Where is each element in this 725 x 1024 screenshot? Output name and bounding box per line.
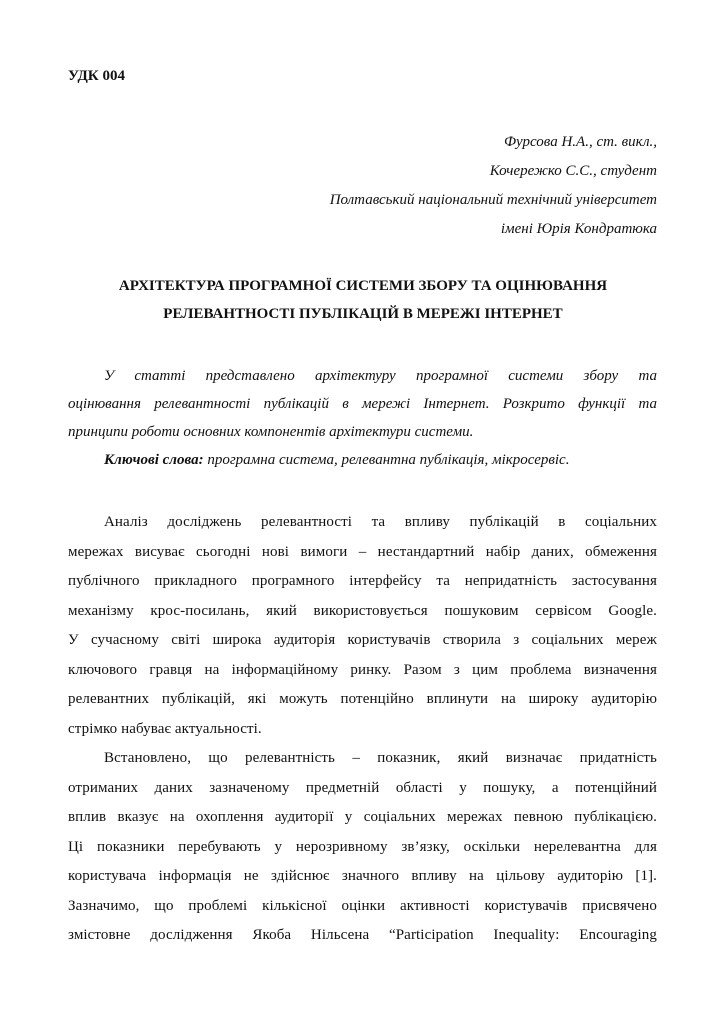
text-line: змістовне дослідження Якоба Нільсена “Participation Inequality: Encouraging: [68, 927, 657, 943]
text-line: стрімко набуває актуальності.: [68, 720, 262, 737]
text-line: механізму крос-посилань, який використовується пошуковим сервісом Google.: [68, 602, 657, 619]
title-line-1: АРХІТЕКТУРА ПРОГРАМНОЇ СИСТЕМИ ЗБОРУ ТА ОЦІНЮВАННЯ: [118, 278, 608, 294]
text-line: У сучасному світі широка аудиторія користувачів створила з соціальних мереж: [68, 632, 657, 648]
affiliation-line-1: Полтавський національний технічний університет: [329, 192, 657, 208]
abstract-line: У статті представлено архітектуру програмної системи збору та: [104, 368, 657, 384]
text-line: публічного прикладного програмного інтерфейсу та непридатність застосування: [68, 573, 657, 589]
affiliation-line-2: імені Юрія Кондратюка: [500, 221, 657, 237]
text-line: користувача інформація не здійснює значного впливу на цільову аудиторію [1].: [68, 868, 657, 884]
udc-code: УДК 004: [68, 68, 125, 84]
author-line-2: Кочережко С.С., студент: [489, 163, 657, 179]
author-line-1: Фурсова Н.А., ст. викл.,: [503, 134, 657, 150]
text-line: Зазначимо, що проблемі кількісної оцінки активності користувачів присвячено: [68, 897, 657, 914]
text-line: Аналіз досліджень релевантності та впливу публікацій в соціальних: [104, 514, 657, 530]
text-line: мережах висуває сьогодні нові вимоги – нестандартний набір даних, обмеження: [68, 543, 657, 560]
text-line: ключового гравця на інформаційному ринку. Разом з цим проблема визначення: [68, 661, 657, 678]
abstract-line: оцінювання релевантності публікацій в мережі Інтернет. Розкрито функції та: [68, 396, 657, 412]
text-line: релевантних публікацій, які можуть потенційно вплинути на широку аудиторію: [68, 691, 657, 707]
author-block: [330, 128, 657, 244]
keywords-text: програмна система, релевантна публікація, мікросервіс.: [203, 452, 570, 468]
keywords: [68, 446, 657, 474]
abstract: [68, 362, 657, 474]
paragraph-2: [68, 744, 657, 951]
text-line: вплив вказує на охоплення аудиторії у соціальних мережах певною публікацією.: [68, 809, 657, 825]
text-line: Встановлено, що релевантність – показник, який визначає придатність: [104, 750, 657, 766]
text-line: отриманих даних зазначеному предметній області у пошуку, а потенційний: [68, 779, 657, 796]
title-line-2: РЕЛЕВАНТНОСТІ ПУБЛІКАЦІЙ В МЕРЕЖІ ІНТЕРНЕТ: [163, 306, 563, 322]
paragraph-1: [68, 508, 657, 744]
abstract-line: принципи роботи основних компонентів архітектури системи.: [68, 424, 474, 440]
body-text: [68, 508, 657, 951]
paper-title: [68, 272, 658, 328]
text-line: Ці показники перебувають у нерозривному зв’язку, оскільки нерелевантна для: [68, 838, 657, 855]
keywords-label: Ключові слова:: [104, 452, 204, 468]
